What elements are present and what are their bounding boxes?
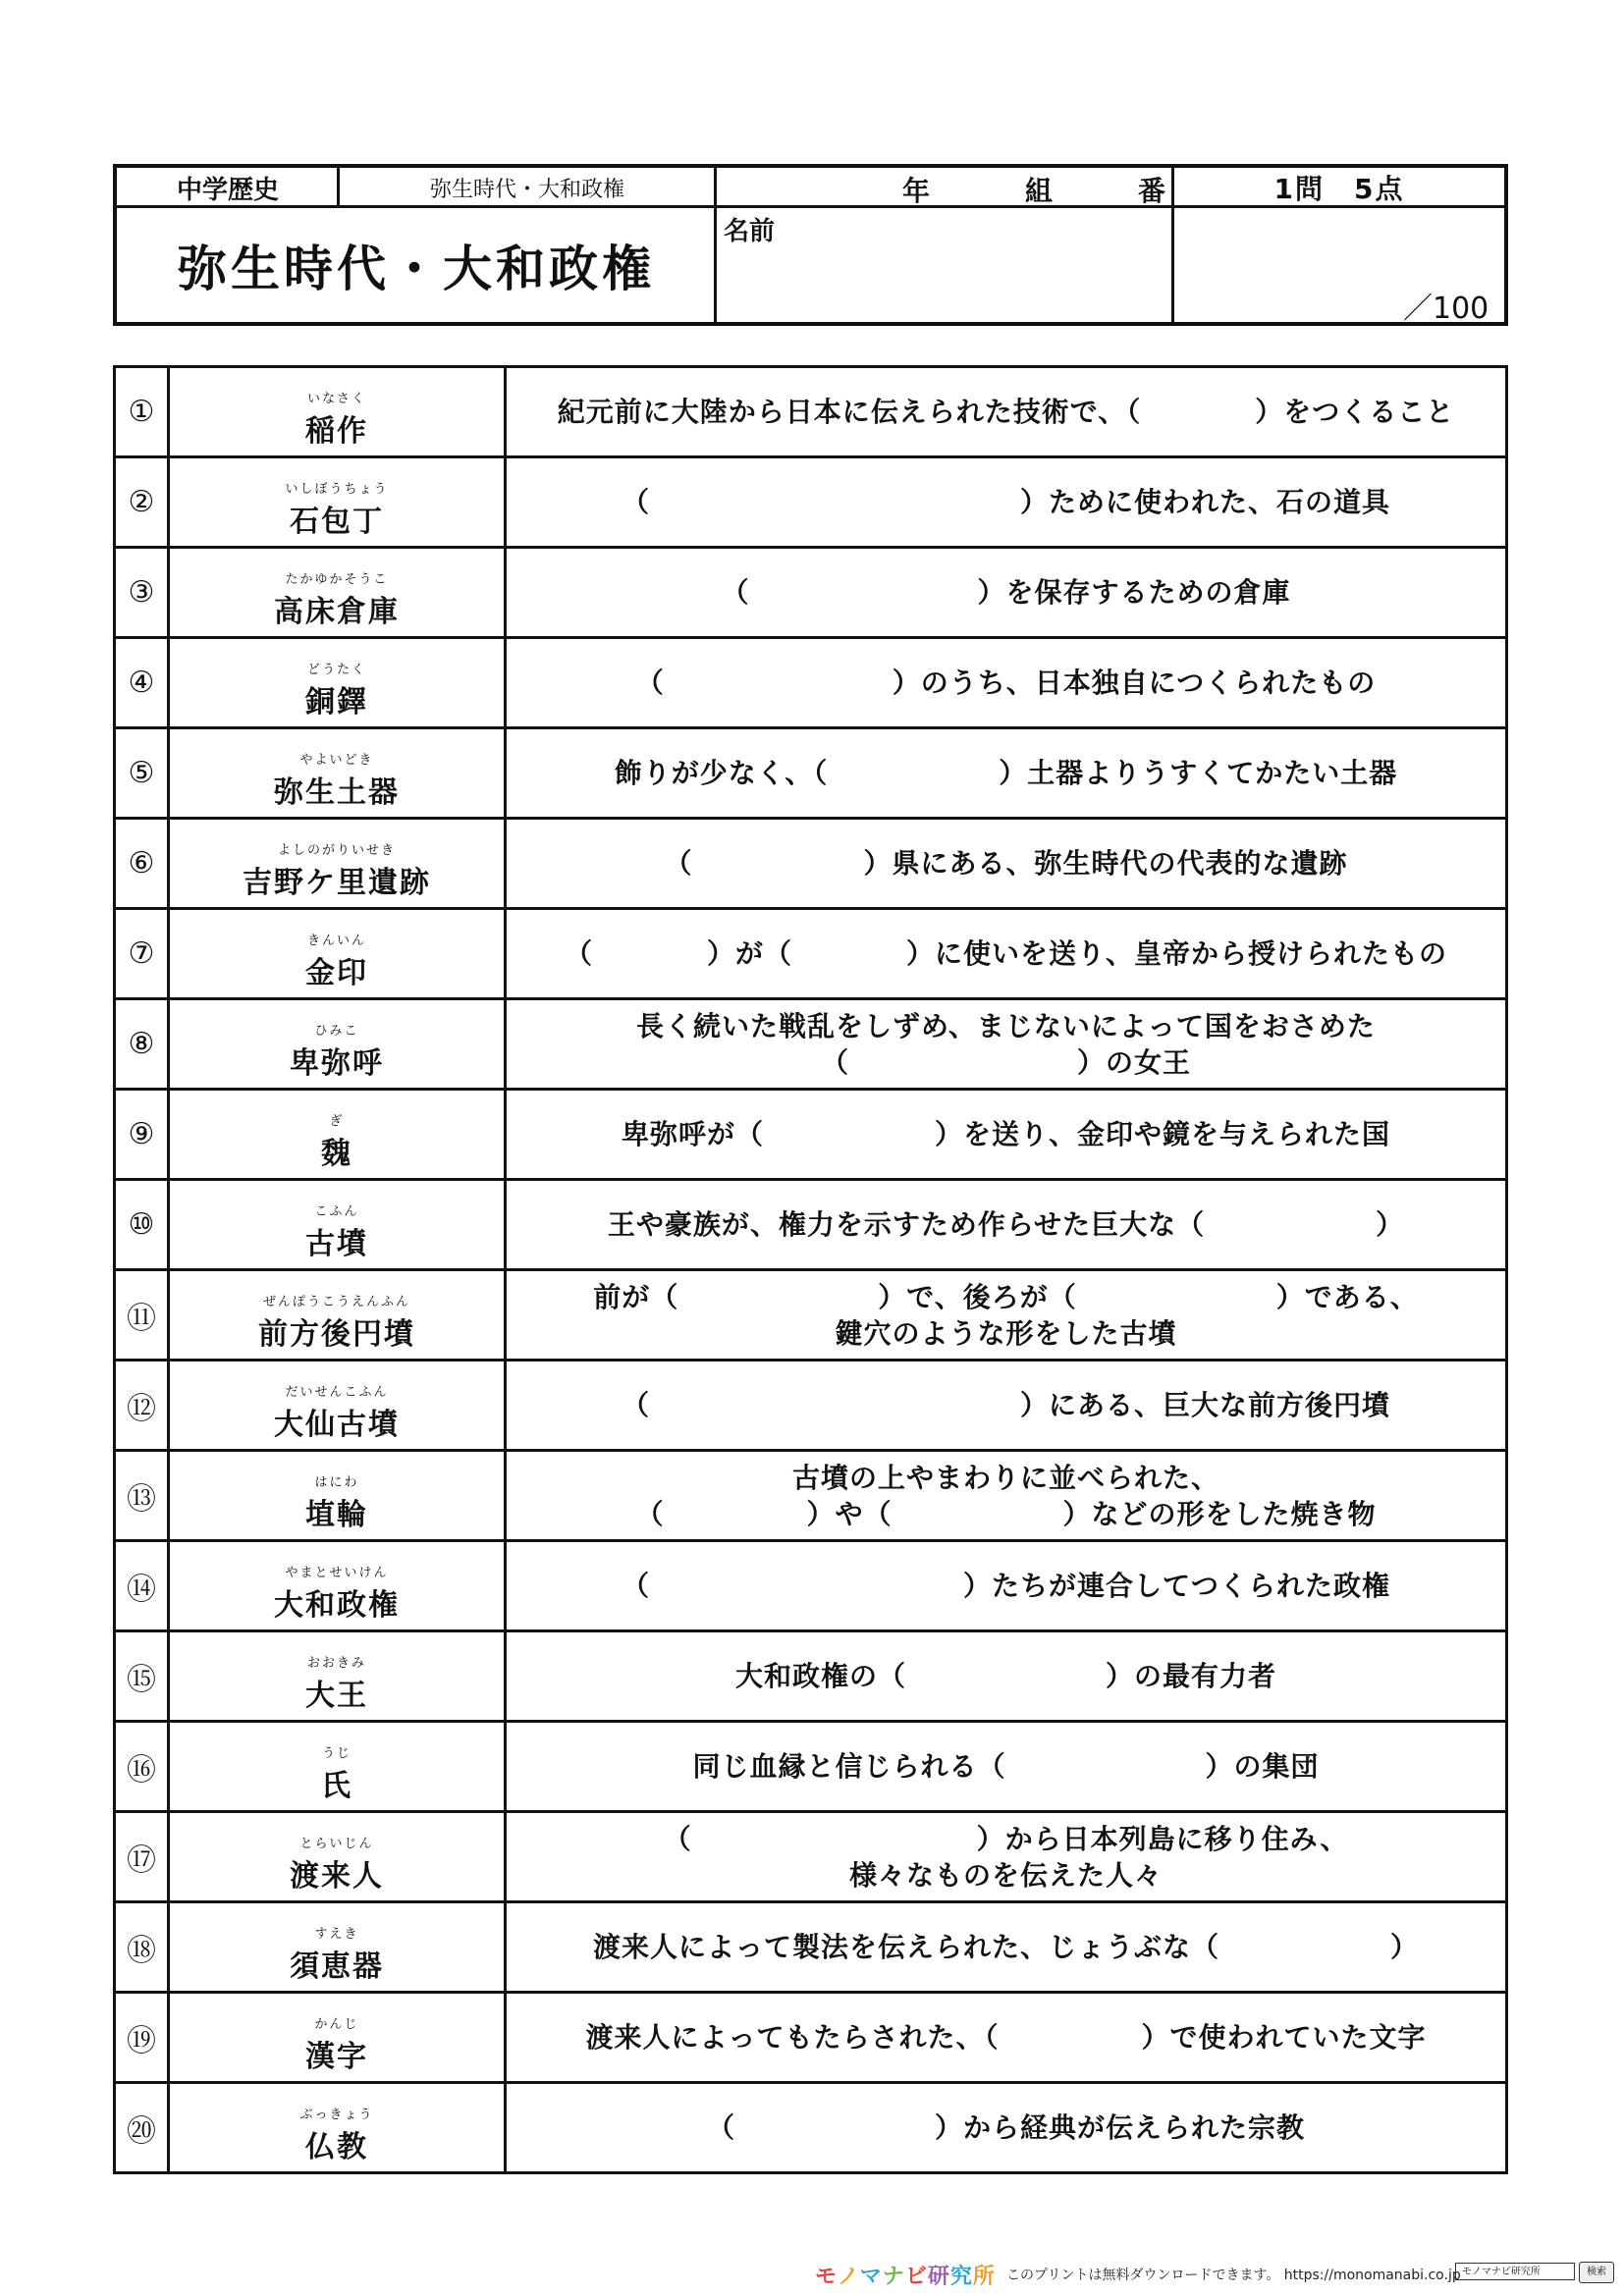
term-with-ruby xyxy=(274,556,400,630)
question-row xyxy=(115,1361,1507,1451)
term-label: 漢字 xyxy=(305,2039,368,2074)
term-ruby: ひみこ xyxy=(314,1023,359,1039)
question-description[interactable]: 同じ血縁と信じられる（ ）の集団 xyxy=(506,1722,1507,1812)
search-input[interactable]: モノマナビ研究所 xyxy=(1455,2263,1575,2280)
question-row xyxy=(115,367,1507,457)
question-description[interactable]: 王や豪族が、権力を示すため作らせた巨大な（ ） xyxy=(506,1180,1507,1270)
term-cell xyxy=(169,999,506,1090)
question-description[interactable]: 渡来人によってもたらされた、（ ）で使われていた文字 xyxy=(506,1993,1507,2083)
question-number: ⑥ xyxy=(115,819,169,909)
header-box xyxy=(113,164,1508,326)
term-with-ruby xyxy=(299,2091,373,2165)
search-button[interactable]: 検索 xyxy=(1579,2262,1614,2283)
term-label: 金印 xyxy=(305,955,368,990)
term-label: 大和政権 xyxy=(274,1587,400,1623)
term-with-ruby xyxy=(321,1730,352,1804)
term-ruby: たかゆかそうこ xyxy=(285,571,389,587)
term-label: 高床倉庫 xyxy=(274,594,400,629)
term-cell xyxy=(169,728,506,819)
term-cell xyxy=(169,909,506,999)
question-number: ⑩ xyxy=(115,1180,169,1270)
term-cell xyxy=(169,1541,506,1631)
term-cell xyxy=(169,1812,506,1902)
term-ruby: ぶっきょう xyxy=(299,2107,374,2122)
term-label: 仏教 xyxy=(304,2129,368,2164)
unit-label: 弥生時代・大和政権 xyxy=(429,177,624,202)
term-ruby: かんじ xyxy=(314,2016,359,2032)
term-label: 須恵器 xyxy=(290,1949,384,1984)
term-label: 古墳 xyxy=(305,1226,368,1261)
question-number: ③ xyxy=(115,548,169,638)
term-ruby: きんいん xyxy=(306,933,366,948)
term-ruby: うじ xyxy=(321,1745,352,1761)
term-label: 銅鐸 xyxy=(305,684,368,720)
question-row xyxy=(115,1180,1507,1270)
term-with-ruby xyxy=(285,465,388,540)
question-number: ⑫ xyxy=(115,1361,169,1451)
term-ruby: とらいじん xyxy=(299,1836,374,1851)
question-number: ④ xyxy=(115,638,169,728)
question-description[interactable]: （ ）が（ ）に使いを送り、皇帝から授けられたもの xyxy=(506,909,1507,999)
term-with-ruby xyxy=(305,646,368,721)
term-with-ruby xyxy=(305,1188,368,1262)
question-description[interactable]: （ ）のうち、日本独自につくられたもの xyxy=(506,638,1507,728)
term-cell xyxy=(169,1993,506,2083)
question-description[interactable]: （ ）ために使われた、石の道具 xyxy=(506,457,1507,548)
question-number: ② xyxy=(115,457,169,548)
page-title: 弥生時代・大和政権 xyxy=(178,240,655,297)
question-row xyxy=(115,1812,1507,1902)
question-number: ⑰ xyxy=(115,1812,169,1902)
question-row xyxy=(115,1090,1507,1180)
question-number: ⑮ xyxy=(115,1631,169,1722)
term-ruby: どうたく xyxy=(306,662,366,677)
question-description[interactable]: （ ）県にある、弥生時代の代表的な遺跡 xyxy=(506,819,1507,909)
question-number: ⑨ xyxy=(115,1090,169,1180)
term-with-ruby xyxy=(274,736,400,811)
question-row xyxy=(115,1902,1507,1993)
class-label: 組 xyxy=(1025,175,1054,207)
term-label: 渡来人 xyxy=(290,1858,384,1894)
question-description[interactable]: （ ）から日本列島に移り住み、 様々なものを伝えた人々 xyxy=(506,1812,1507,1902)
term-label: 魏 xyxy=(321,1136,352,1171)
term-ruby: はにわ xyxy=(314,1474,359,1490)
question-description[interactable]: （ ）を保存するための倉庫 xyxy=(506,548,1507,638)
term-ruby: いしぼうちょう xyxy=(285,481,389,497)
question-number: ⑤ xyxy=(115,728,169,819)
term-cell xyxy=(169,367,506,457)
score-total: ／100 xyxy=(1403,292,1489,326)
term-cell xyxy=(169,1451,506,1541)
question-row xyxy=(115,1631,1507,1722)
question-number: ⑧ xyxy=(115,999,169,1090)
question-row xyxy=(115,548,1507,638)
name-field-label: 名前 xyxy=(724,217,776,246)
question-description[interactable]: 古墳の上やまわりに並べられた、 （ ）や（ ）などの形をした焼き物 xyxy=(506,1451,1507,1541)
subject-label: 中学歴史 xyxy=(176,175,279,205)
question-description[interactable]: 長く続いた戦乱をしずめ、まじないによって国をおさめた （ ）の女王 xyxy=(506,999,1507,1090)
term-ruby: すえき xyxy=(314,1926,359,1942)
question-description[interactable]: （ ）たちが連合してつくられた政権 xyxy=(506,1541,1507,1631)
question-number: ⑲ xyxy=(115,1993,169,2083)
term-label: 大仙古墳 xyxy=(274,1407,400,1442)
term-label: 卑弥呼 xyxy=(290,1045,384,1081)
download-note: このプリントは無料ダウンロードできます。 https://monomanabi.co.jp xyxy=(1006,2268,1461,2283)
term-cell xyxy=(169,1180,506,1270)
question-number: ⑱ xyxy=(115,1902,169,1993)
term-label: 氏 xyxy=(321,1768,352,1803)
term-with-ruby xyxy=(290,1007,384,1082)
term-with-ruby xyxy=(290,1910,384,1985)
question-row xyxy=(115,999,1507,1090)
term-with-ruby xyxy=(321,1097,352,1172)
question-number: ⑯ xyxy=(115,1722,169,1812)
term-ruby: やまとせいけん xyxy=(285,1565,389,1580)
question-row xyxy=(115,1541,1507,1631)
question-description[interactable]: 大和政権の（ ）の最有力者 xyxy=(506,1631,1507,1722)
question-row xyxy=(115,728,1507,819)
question-number: ① xyxy=(115,367,169,457)
term-cell xyxy=(169,1902,506,1993)
term-label: 稲作 xyxy=(305,413,368,449)
term-with-ruby xyxy=(243,827,431,901)
question-number: ⑦ xyxy=(115,909,169,999)
term-ruby: よしのがりいせき xyxy=(277,842,396,858)
question-description[interactable]: （ ）にある、巨大な前方後円墳 xyxy=(506,1361,1507,1451)
term-with-ruby xyxy=(258,1278,415,1353)
term-ruby: ぜんぽうこうえんふん xyxy=(262,1294,410,1309)
question-row xyxy=(115,1270,1507,1361)
term-label: 石包丁 xyxy=(289,504,384,539)
term-ruby: やよいどき xyxy=(299,752,374,768)
question-description[interactable]: 飾りが少なく、（ ）土器よりうすくてかたい土器 xyxy=(506,728,1507,819)
question-table xyxy=(113,365,1508,2174)
class-info xyxy=(716,168,1173,207)
number-label: 番 xyxy=(1138,175,1166,207)
term-ruby: おおきみ xyxy=(306,1655,366,1671)
term-with-ruby xyxy=(305,375,368,450)
term-with-ruby xyxy=(305,917,368,991)
question-number: ⑳ xyxy=(115,2083,169,2173)
question-row xyxy=(115,1993,1507,2083)
question-row xyxy=(115,819,1507,909)
term-with-ruby xyxy=(305,1639,368,1714)
term-with-ruby xyxy=(305,1459,368,1533)
question-number: ⑬ xyxy=(115,1451,169,1541)
name-field[interactable] xyxy=(718,211,1167,319)
term-with-ruby xyxy=(274,1549,400,1624)
term-ruby: こふん xyxy=(314,1203,359,1219)
question-description[interactable]: （ ）から経典が伝えられた宗教 xyxy=(506,2083,1507,2173)
question-number: ⑪ xyxy=(115,1270,169,1361)
term-cell xyxy=(169,1361,506,1451)
term-ruby: だいせんこふん xyxy=(285,1384,389,1400)
term-with-ruby xyxy=(290,1820,384,1895)
question-description[interactable]: 卑弥呼が（ ）を送り、金印や鏡を与えられた国 xyxy=(506,1090,1507,1180)
term-label: 弥生土器 xyxy=(274,774,400,810)
term-with-ruby xyxy=(305,2001,368,2075)
term-cell xyxy=(169,1270,506,1361)
question-description[interactable]: 前が（ ）で、後ろが（ ）である、 鍵穴のような形をした古墳 xyxy=(506,1270,1507,1361)
question-row xyxy=(115,2083,1507,2173)
term-ruby: ぎ xyxy=(329,1113,345,1129)
term-cell xyxy=(169,638,506,728)
term-cell xyxy=(169,1722,506,1812)
term-label: 前方後円墳 xyxy=(258,1316,415,1352)
year-label: 年 xyxy=(902,175,931,207)
footer xyxy=(815,2260,1606,2289)
question-number: ⑭ xyxy=(115,1541,169,1631)
term-cell xyxy=(169,2083,506,2173)
question-description[interactable]: 渡来人によって製法を伝えられた、じょうぶな（ ） xyxy=(506,1902,1507,1993)
term-label: 大王 xyxy=(305,1678,368,1713)
question-row xyxy=(115,1451,1507,1541)
term-ruby: いなさく xyxy=(306,391,366,406)
brand-logo: モノマナビ研究所 xyxy=(815,2265,996,2289)
term-label: 埴輪 xyxy=(305,1497,368,1532)
question-row xyxy=(115,638,1507,728)
term-with-ruby xyxy=(274,1368,400,1443)
question-row xyxy=(115,1722,1507,1812)
question-description[interactable]: 紀元前に大陸から日本に伝えられた技術で、（ ）をつくること xyxy=(506,367,1507,457)
points-label: 1問 5点 xyxy=(1273,173,1405,205)
term-cell xyxy=(169,819,506,909)
question-row xyxy=(115,909,1507,999)
question-row xyxy=(115,457,1507,548)
term-cell xyxy=(169,1090,506,1180)
term-label: 吉野ケ里遺跡 xyxy=(243,865,431,900)
term-cell xyxy=(169,457,506,548)
term-cell xyxy=(169,1631,506,1722)
term-cell xyxy=(169,548,506,638)
